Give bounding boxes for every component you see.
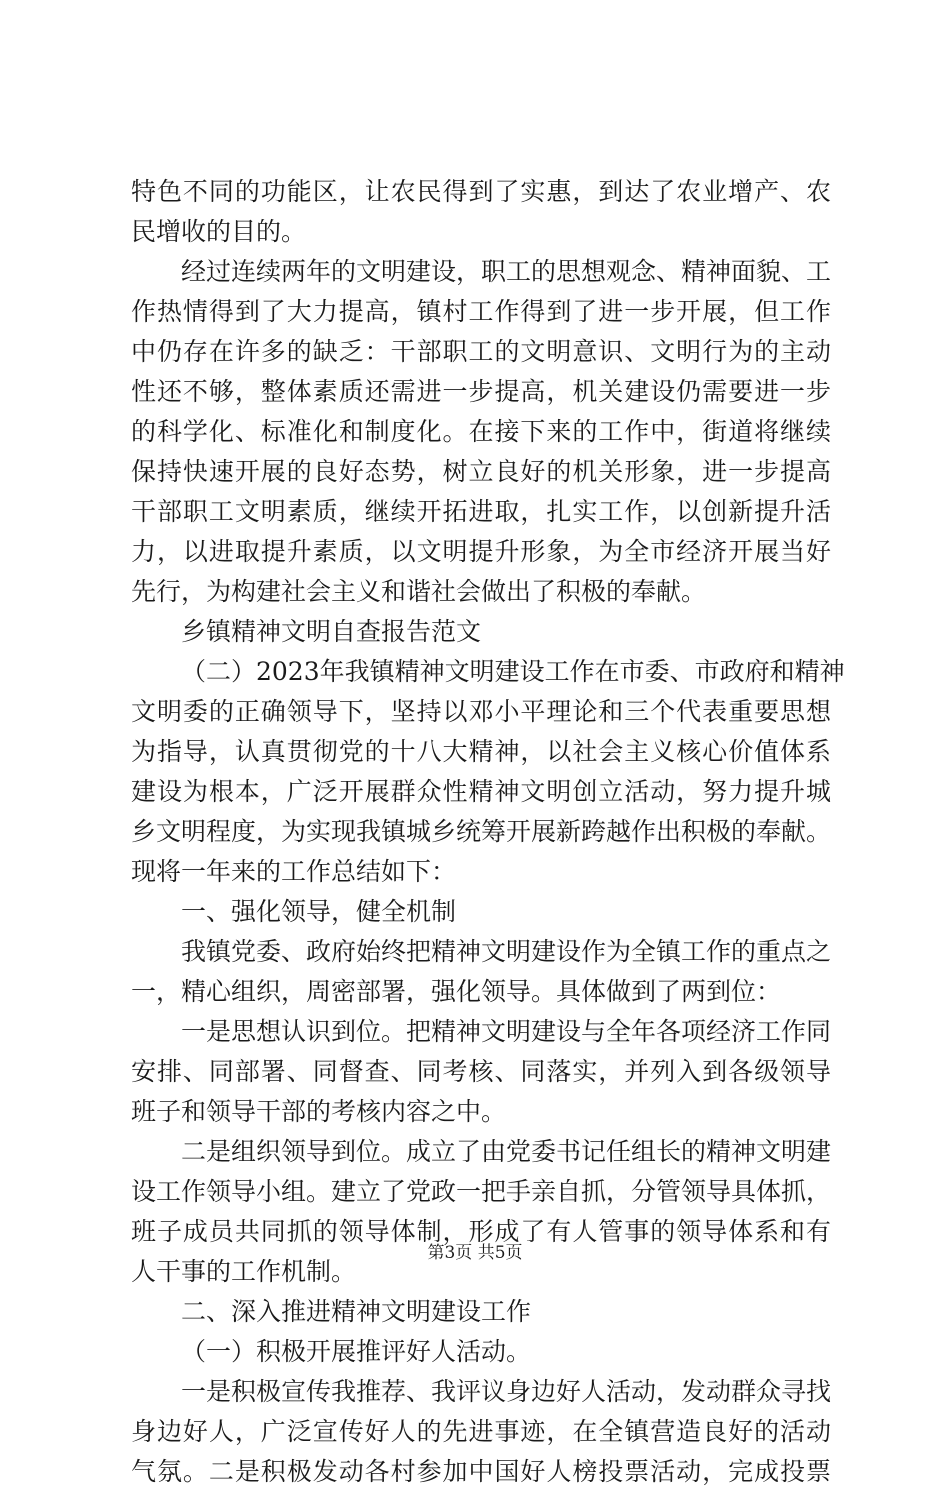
- text-line: 力，以进取提升素质，以文明提升形象，为全市经济开展当好: [131, 537, 831, 566]
- text-line: 文明委的正确领导下，坚持以邓小平理论和三个代表重要思想: [131, 697, 831, 726]
- text-line: 建设为根本，广泛开展群众性精神文明创立活动，努力提升城: [131, 777, 831, 806]
- text-line: 二、深入推进精神文明建设工作: [181, 1297, 532, 1326]
- text-line: 性还不够，整体素质还需进一步提高，机关建设仍需要进一步: [131, 377, 831, 406]
- text-line: 的科学化、标准化和制度化。在接下来的工作中，街道将继续: [131, 417, 831, 446]
- text-line: 一是积极宣传我推荐、我评议身边好人活动，发动群众寻找: [181, 1377, 832, 1406]
- text-line: 中仍存在许多的缺乏：干部职工的文明意识、文明行为的主动: [131, 337, 831, 366]
- text-line: 民增收的目的。: [131, 217, 307, 246]
- text-line: 班子成员共同抓的领导体制，形成了有人管事的领导体系和有: [131, 1217, 831, 1246]
- text-line: 班子和领导干部的考核内容之中。: [131, 1097, 507, 1126]
- text-line: 一、强化领导，健全机制: [181, 897, 457, 926]
- text-line: 人干事的工作机制。: [131, 1257, 357, 1286]
- text-line: 我镇党委、政府始终把精神文明建设作为全镇工作的重点之: [181, 937, 832, 966]
- text-line: （二）2023年我镇精神文明建设工作在市委、市政府和精神: [181, 657, 845, 686]
- text-line: 一是思想认识到位。把精神文明建设与全年各项经济工作同: [181, 1017, 832, 1046]
- text-line: 特色不同的功能区，让农民得到了实惠，到达了农业增产、农: [131, 177, 831, 206]
- text-line: 安排、同部署、同督查、同考核、同落实，并列入到各级领导: [131, 1057, 831, 1086]
- text-line: 二是组织领导到位。成立了由党委书记任组长的精神文明建: [181, 1137, 832, 1166]
- document-body: [131, 172, 845, 1492]
- text-line: 经过连续两年的文明建设，职工的思想观念、精神面貌、工: [181, 257, 832, 286]
- text-line: 设工作领导小组。建立了党政一把手亲自抓，分管领导具体抓，: [131, 1177, 832, 1206]
- text-line: 现将一年来的工作总结如下：: [131, 857, 457, 886]
- text-line: 保持快速开展的良好态势，树立良好的机关形象，进一步提高: [131, 457, 831, 486]
- text-line: 一，精心组织，周密部署，强化领导。具体做到了两到位：: [131, 977, 782, 1006]
- text-line: 干部职工文明素质，继续开拓进取，扎实工作，以创新提升活: [131, 497, 831, 526]
- text-line: （一）积极开展推评好人活动。: [181, 1337, 532, 1366]
- page-footer: 第3页 共5页: [427, 1243, 523, 1263]
- text-line: 乡文明程度，为实现我镇城乡统筹开展新跨越作出积极的奉献。: [131, 817, 832, 846]
- text-line: 作热情得到了大力提高，镇村工作得到了进一步开展，但工作: [131, 297, 831, 326]
- text-line: 气氛。二是积极发动各村参加中国好人榜投票活动，完成投票: [131, 1457, 831, 1486]
- text-line: 先行，为构建社会主义和谐社会做出了积极的奉献。: [131, 577, 707, 606]
- text-line: 为指导，认真贯彻党的十八大精神，以社会主义核心价值体系: [131, 737, 831, 766]
- text-line: 乡镇精神文明自查报告范文: [181, 617, 482, 646]
- text-line: 身边好人，广泛宣传好人的先进事迹，在全镇营造良好的活动: [131, 1417, 831, 1446]
